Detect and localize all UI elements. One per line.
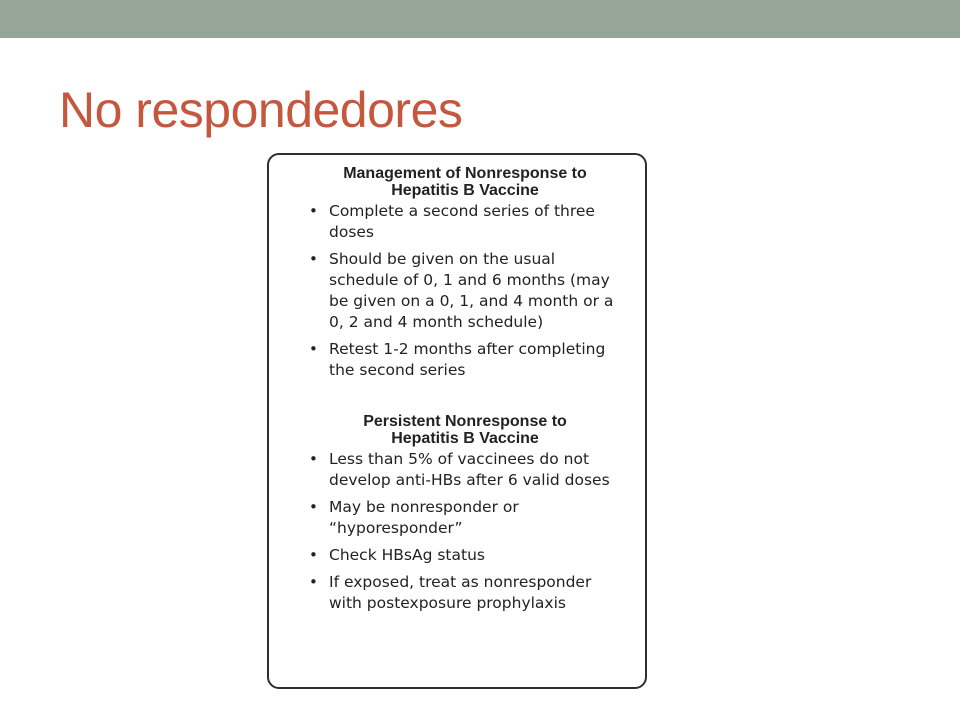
list-item <box>305 339 625 381</box>
list-item-text: Check HBsAg status <box>329 546 485 564</box>
bullet-dot-icon: • <box>309 340 318 358</box>
list-item <box>305 249 625 333</box>
list-item <box>305 497 625 539</box>
section-spacer <box>305 387 625 413</box>
list-item-text: Less than 5% of vaccinees do not develop anti-HBs after 6 valid doses <box>329 450 610 489</box>
section-heading-line: Persistent Nonresponse to <box>363 413 567 430</box>
bullet-dot-icon: • <box>309 498 318 516</box>
list-item-text: Complete a second series of three doses <box>329 202 595 241</box>
list-item-text: Retest 1-2 months after completing the second series <box>329 340 606 379</box>
bullet-dot-icon: • <box>309 202 318 220</box>
section-heading-management <box>305 165 625 199</box>
section-heading-line: Hepatitis B Vaccine <box>391 430 539 447</box>
list-item <box>305 201 625 243</box>
bullet-list-persistent <box>305 449 625 614</box>
bullet-list-management <box>305 201 625 381</box>
bullet-dot-icon: • <box>309 450 318 468</box>
section-heading-line: Management of Nonresponse to <box>343 165 587 182</box>
list-item <box>305 572 625 614</box>
section-heading-line: Hepatitis B Vaccine <box>391 182 539 199</box>
section-heading-persistent <box>305 413 625 447</box>
info-box <box>267 153 647 689</box>
bullet-dot-icon: • <box>309 573 318 591</box>
top-accent-bar <box>0 0 960 38</box>
list-item <box>305 449 625 491</box>
bullet-dot-icon: • <box>309 250 318 268</box>
list-item-text: If exposed, treat as nonresponder with postexposure prophylaxis <box>329 573 592 612</box>
slide-title: No respondedores <box>59 82 463 138</box>
list-item <box>305 545 625 566</box>
bullet-dot-icon: • <box>309 546 318 564</box>
list-item-text: Should be given on the usual schedule of 0, 1 and 6 months (may be given on a 0, 1, and 4 month or a 0, 2 and 4 month schedule) <box>329 250 614 331</box>
list-item-text: May be nonresponder or “hyporesponder” <box>329 498 519 537</box>
